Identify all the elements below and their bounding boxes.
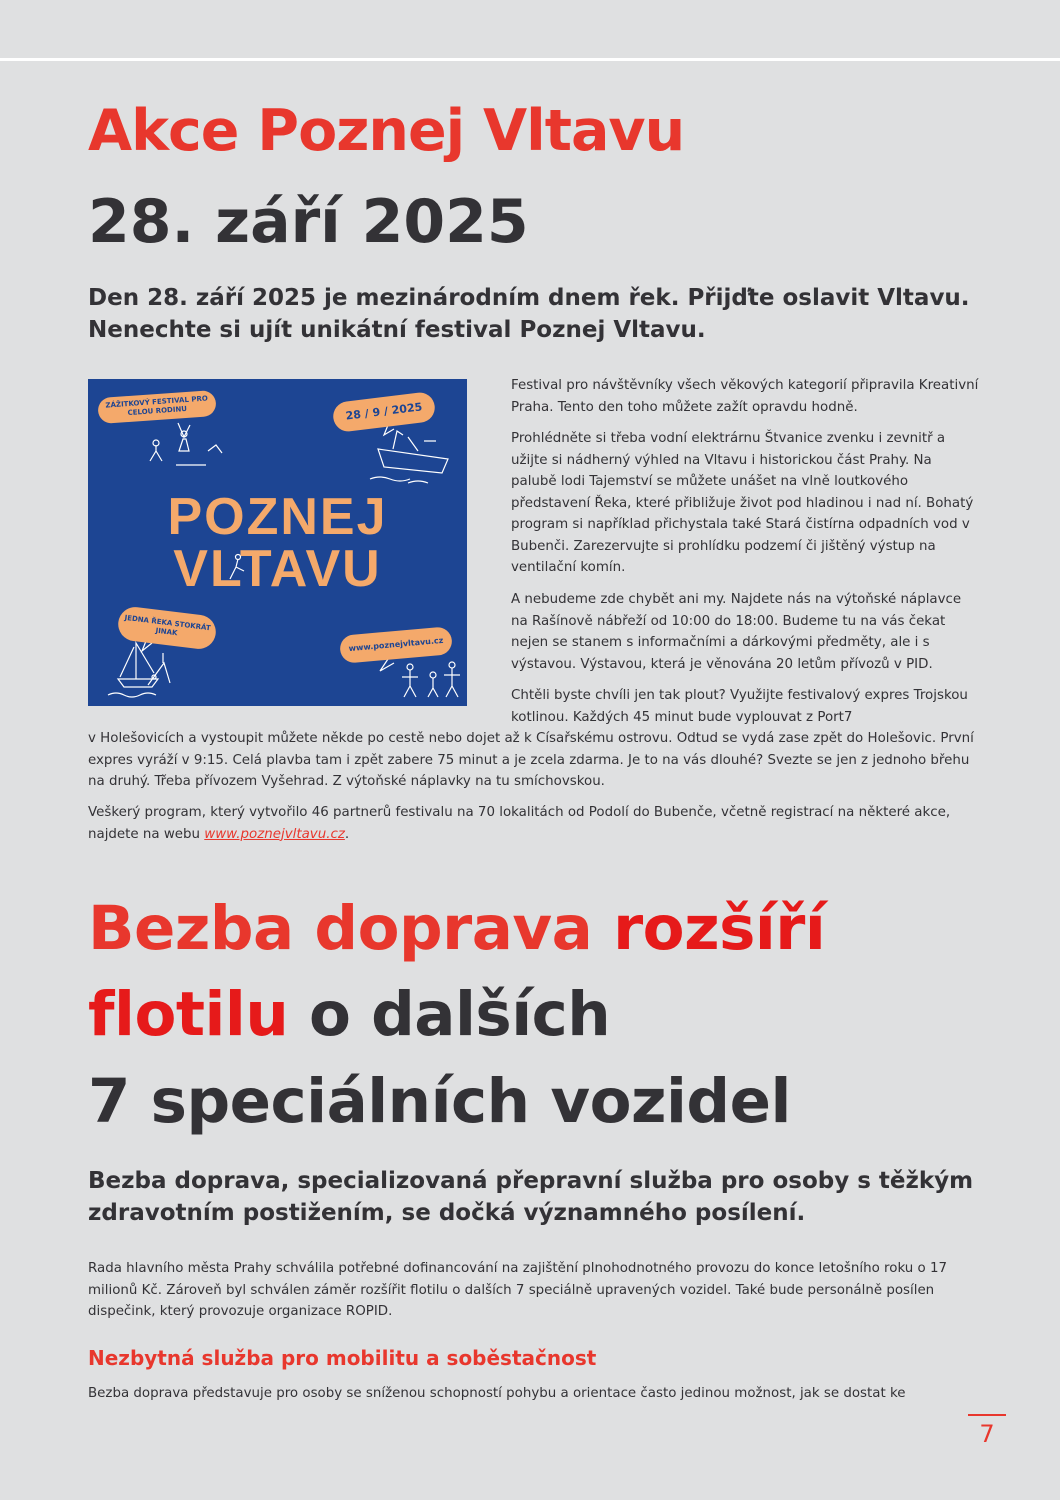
article2-subheading: Nezbytná služba pro mobilitu a soběstačnost <box>88 1346 597 1370</box>
article2-lead: Bezba doprava, specializovaná přepravní služba pro osoby s těžkým zdravotním postižením, se dočká významného posílení. <box>88 1168 974 1226</box>
title-highlight: flotilu <box>88 979 289 1050</box>
article2-title-line3: 7 speciálních vozidel <box>88 1066 791 1137</box>
paragraph-text: Veškerý program, který vytvořilo 46 partnerů festivalu na 70 lokalitách od Podolí do Bubenče, včetně registrací na některé akce, najdete na webu <box>88 805 951 842</box>
poster-bubble-date: 28 / 9 / 2025 <box>332 391 437 433</box>
article-paragraph-4-cont: v Holešovicích a vystoupit můžete někde po cestě nebo dojet až k Císařskému ostrovu. Odtud se vydá zase zpět do Holešovic. První expres vyráží v 9:15. Celá plavba tam i zpět zabere 75 minut a je zcela zdarma. Je to na vás dlouhé? Svezte se jen z jednoho břehu na druhý. Třeba přívozem Vyšehrad. Z výtoňské náplavky na tu smíchovskou. <box>88 731 974 789</box>
title-part: Bezba doprava <box>88 893 614 964</box>
poster-title-line1: POZNEJ <box>167 488 388 546</box>
paragraph-end: . <box>344 826 350 842</box>
poster-title-line2: VLTAVU <box>173 540 382 598</box>
poster-bubble-tagline: ZÁŽITKOVÝ FESTIVAL PRO CELOU RODINU <box>97 390 217 424</box>
article2-title-line2 <box>88 971 610 1059</box>
article-date: 28. září 2025 <box>88 187 529 257</box>
festival-website-link[interactable]: www.poznejvltavu.cz <box>204 826 345 842</box>
article-title: Akce Poznej Vltavu <box>88 98 685 164</box>
article2-paragraph-2: Bezba doprava představuje pro osoby se sníženou schopností pohybu a orientace často jedinou možnost, jak se dostat ke <box>88 1386 906 1401</box>
article-lead: Den 28. září 2025 je mezinárodním dnem řek. Přijďte oslavit Vltavu. Nenechte si ujít unikátní festival Poznej Vltavu. <box>88 285 970 343</box>
poster-bubble-slogan: JEDNA ŘEKA STOKRÁT JINAK <box>116 605 217 651</box>
poster-bubble-url: www.poznejvltavu.cz <box>339 626 453 664</box>
article2-title-line1 <box>88 885 825 973</box>
title-part: o dalších <box>288 979 611 1050</box>
top-rule <box>0 58 1060 61</box>
page-number: 7 <box>968 1414 1006 1452</box>
article2-paragraph-1: Rada hlavního města Prahy schválila potřebné dofinancování na zajištění plnohodnotného provozu do konce letošního roku o 17 milionů Kč. Zároveň byl schválen záměr rozšířit flotilu o dalších 7 speciálně upravených vozidel. Také bude personálně posílen dispečink, který provozuje organizace ROPID. <box>88 1261 948 1319</box>
article-paragraph-5 <box>88 802 983 845</box>
festival-poster <box>88 379 467 706</box>
article-paragraph-2: Prohlédněte si třeba vodní elektrárnu Štvanice zvenku i zevnitř a užijte si nádherný výhled na Vltavu i historickou část Prahy. Na palubě lodi Tajemství se můžete unášet na vlně loutkového představení Řeka, které přibližuje život pod hladinou i nad ní. Bohatý program si například přichystala také Stará čistírna odpadních vod v Bubenči. Zarezervujte si prohlídku podzemí či jištěný výstup na ventilační komín. <box>511 431 974 575</box>
article-paragraph-1: Festival pro návštěvníky všech věkových kategorií připravila Kreativní Praha. Tento den toho můžete zažít opravdu hodně. <box>511 378 979 415</box>
article-paragraph-3: A nebudeme zde chybět ani my. Najdete nás na výtoňské náplavce na Rašínově nábřeží od 10:00 do 18:00. Budeme tu na vás čekat nejen se stanem s informačními a dárkovými předměty, ale i s výstavou. Výstavou, která je věnována 20 letům přívozů v PID. <box>511 592 962 672</box>
article-paragraph-4-start: Chtěli byste chvíli jen tak plout? Využijte festivalový expres Trojskou kotlinou. Každých 45 minut bude vyplouvat z Port7 <box>511 688 968 725</box>
title-highlight: rozšíří <box>613 893 826 964</box>
